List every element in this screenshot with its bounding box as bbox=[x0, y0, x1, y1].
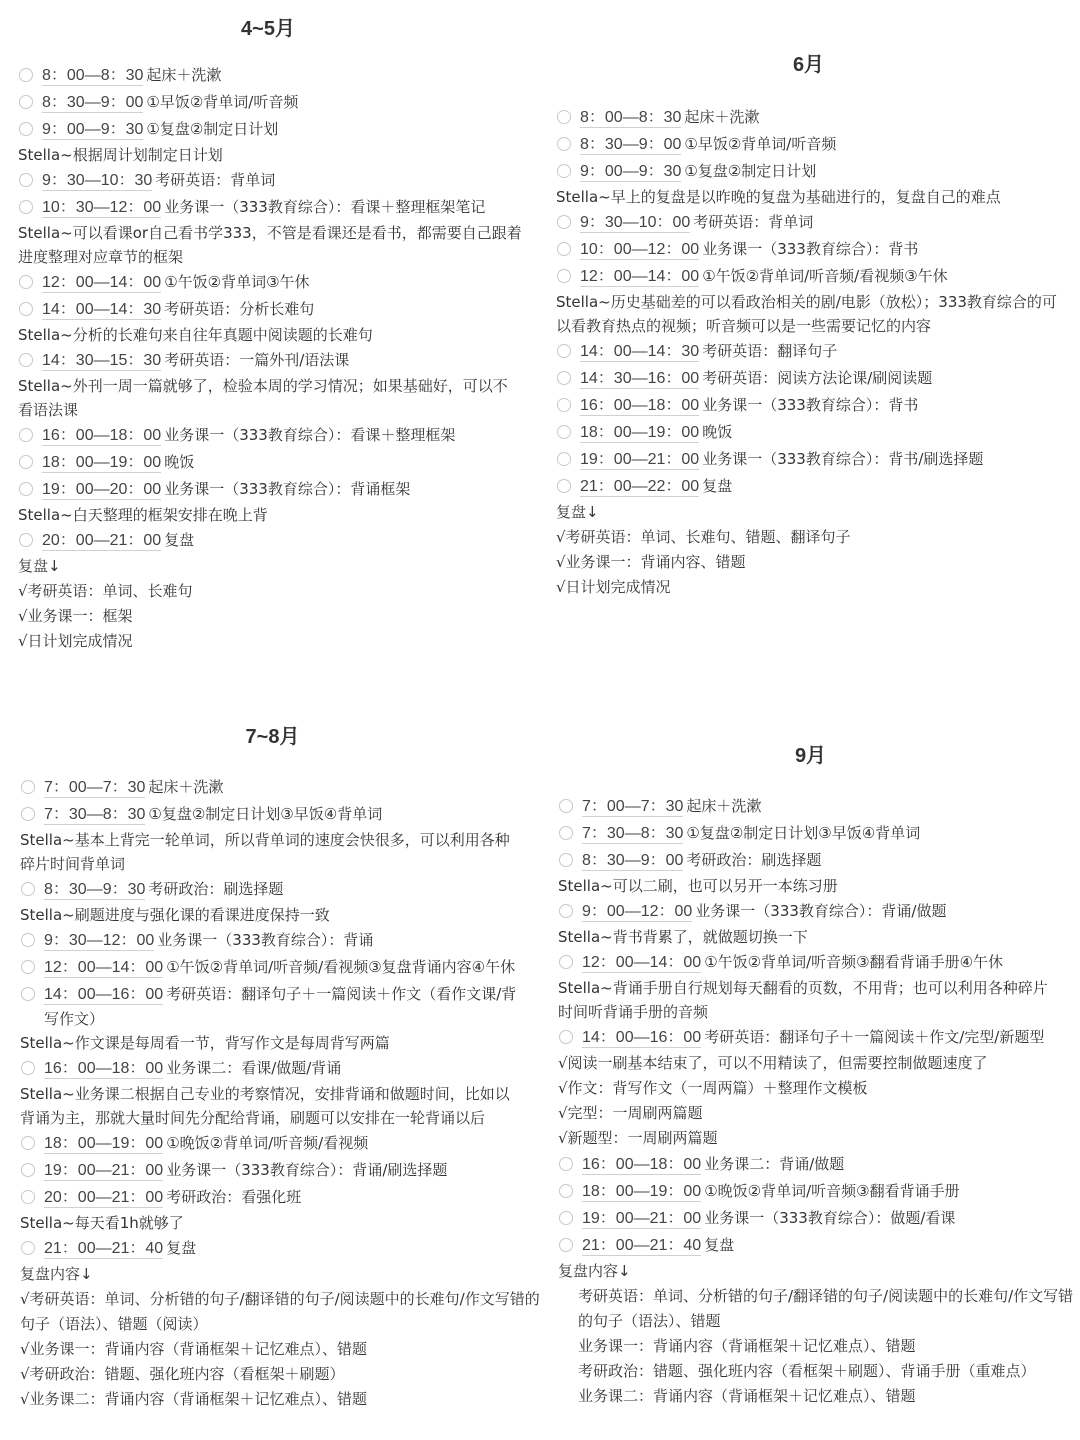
todo-item bbox=[556, 104, 1080, 131]
todo-item bbox=[18, 194, 540, 221]
time-range: 9：00—9：30 bbox=[42, 121, 144, 138]
todo-item bbox=[558, 1024, 1080, 1051]
todo-text: ①复盘②制定日计划③早饭④背单词 bbox=[148, 805, 383, 823]
todo-item bbox=[556, 419, 1080, 446]
tip-note: Stella~历史基础差的可以看政治相关的剧/电影（放松）；333教育综合的可以看教育热点的视频；听音频可以是一些需要记忆的内容 bbox=[556, 293, 1057, 335]
todo-content bbox=[44, 981, 540, 1031]
todo-text: 考研政治：看强化班 bbox=[166, 1188, 302, 1206]
todo-item bbox=[556, 446, 1080, 473]
time-range: 9：30—12：00 bbox=[44, 932, 155, 949]
todo-content bbox=[42, 527, 540, 553]
checkbox-circle-icon[interactable] bbox=[557, 425, 571, 439]
checkbox-circle-icon[interactable] bbox=[19, 95, 33, 109]
todo-text: 业务课一（333教育综合）：背书 bbox=[702, 396, 919, 414]
review-line: √日计划完成情况 bbox=[556, 578, 671, 596]
todo-text: ①晚饭②背单词/听音频③翻看背诵手册 bbox=[704, 1182, 960, 1200]
todo-content bbox=[42, 89, 540, 115]
review-line: 复盘↓ bbox=[556, 503, 599, 521]
time-range: 18：00—19：00 bbox=[582, 1183, 702, 1200]
todo-item bbox=[20, 774, 540, 801]
time-range: 19：00—21：00 bbox=[582, 1210, 702, 1227]
time-range: 19：00—21：00 bbox=[580, 451, 700, 468]
checkbox-circle-icon[interactable] bbox=[21, 960, 35, 974]
time-range: 18：00—19：00 bbox=[580, 424, 700, 441]
todo-content bbox=[44, 1184, 540, 1210]
checkbox-circle-icon[interactable] bbox=[21, 1136, 35, 1150]
time-range: 8：30—9：00 bbox=[580, 136, 682, 153]
todo-content bbox=[44, 1157, 540, 1183]
time-range: 14：00—16：00 bbox=[44, 986, 164, 1003]
time-range: 10：00—12：00 bbox=[580, 241, 700, 258]
todo-content bbox=[582, 820, 1080, 846]
todo-content bbox=[44, 954, 540, 980]
todo-text: 考研英语：一篇外刊/语法课 bbox=[164, 351, 350, 369]
todo-item bbox=[20, 1157, 540, 1184]
time-range: 7：00—7：30 bbox=[44, 779, 146, 796]
todo-text: ①午饭②背单词③午休 bbox=[164, 273, 310, 291]
checkbox-circle-icon[interactable] bbox=[21, 780, 35, 794]
todo-item bbox=[18, 476, 540, 503]
todo-text: 业务课二：背诵/做题 bbox=[704, 1155, 845, 1173]
review-line: 考研英语：单词、分析错的句子/翻译错的句子/阅读题中的长难句/作文写错的句子（语法）、错题 bbox=[578, 1287, 1074, 1330]
review-line: √完型：一周刷两篇题 bbox=[558, 1104, 703, 1122]
time-range: 18：00—19：00 bbox=[42, 454, 162, 471]
todo-text: ①复盘②制定日计划③早饭④背单词 bbox=[686, 824, 921, 842]
todo-content bbox=[582, 1178, 1080, 1204]
time-range: 12：00—14：00 bbox=[42, 274, 162, 291]
checkbox-circle-icon[interactable] bbox=[559, 904, 573, 918]
checkbox-circle-icon[interactable] bbox=[559, 1030, 573, 1044]
checkbox-circle-icon[interactable] bbox=[557, 371, 571, 385]
todo-text: 复盘 bbox=[164, 531, 195, 549]
todo-text: 业务课一（333教育综合）：背诵 bbox=[157, 931, 374, 949]
time-range: 8：30—9：00 bbox=[42, 94, 144, 111]
todo-item bbox=[558, 847, 1080, 874]
checkbox-circle-icon[interactable] bbox=[19, 122, 33, 136]
checkbox-circle-icon[interactable] bbox=[557, 164, 571, 178]
todo-item bbox=[18, 116, 540, 143]
todo-item bbox=[18, 269, 540, 296]
time-range: 14：00—14：30 bbox=[42, 301, 162, 318]
checkbox-circle-icon[interactable] bbox=[557, 242, 571, 256]
todo-text: 业务课一（333教育综合）：看课＋整理框架笔记 bbox=[164, 198, 486, 216]
section-title: 7~8月 bbox=[245, 726, 300, 748]
tip-note: Stella~刷题进度与强化课的看课进度保持一致 bbox=[20, 906, 330, 924]
time-range: 10：30—12：00 bbox=[42, 199, 162, 216]
time-range: 7：00—7：30 bbox=[582, 798, 684, 815]
todo-item bbox=[556, 365, 1080, 392]
section-september bbox=[540, 735, 1080, 1409]
review-line: √新题型：一周刷两篇题 bbox=[558, 1129, 718, 1147]
checkbox-circle-icon[interactable] bbox=[21, 1190, 35, 1204]
tip-note: Stella~外刊一周一篇就够了，检验本周的学习情况；如果基础好，可以不看语法课 bbox=[18, 377, 508, 419]
checkbox-circle-icon[interactable] bbox=[19, 68, 33, 82]
todo-text: 考研英语：翻译句子＋一篇阅读＋作文/完型/新题型 bbox=[704, 1028, 1045, 1046]
todo-item bbox=[556, 236, 1080, 263]
time-range: 8：00—8：30 bbox=[580, 109, 682, 126]
checkbox-circle-icon[interactable] bbox=[557, 452, 571, 466]
schedule-list bbox=[556, 104, 1080, 600]
review-line: 业务课二：背诵内容（背诵框架＋记忆难点）、错题 bbox=[578, 1387, 916, 1405]
todo-content bbox=[44, 1235, 540, 1261]
todo-content bbox=[582, 1232, 1080, 1258]
todo-text: 起床＋洗漱 bbox=[146, 66, 222, 84]
schedule-list bbox=[558, 793, 1080, 1409]
checkbox-circle-icon[interactable] bbox=[559, 1157, 573, 1171]
checkbox-circle-icon[interactable] bbox=[21, 1163, 35, 1177]
todo-item bbox=[20, 954, 540, 981]
todo-text: 业务课一（333教育综合）：背书 bbox=[702, 240, 919, 258]
todo-item bbox=[556, 131, 1080, 158]
time-range: 12：00—14：00 bbox=[44, 959, 164, 976]
todo-text: ①午饭②背单词/听音频③翻看背诵手册④午休 bbox=[704, 953, 1004, 971]
checkbox-circle-icon[interactable] bbox=[557, 344, 571, 358]
todo-content bbox=[580, 365, 1080, 391]
time-range: 14：30—16：00 bbox=[580, 370, 700, 387]
review-line: √日计划完成情况 bbox=[18, 632, 133, 650]
checkbox-circle-icon[interactable] bbox=[19, 173, 33, 187]
todo-text: ①午饭②背单词/听音频/看视频③复盘背诵内容④午休 bbox=[166, 958, 516, 976]
tip-note: Stella~作文课是每周看一节，背写作文是每周背写两篇 bbox=[20, 1034, 390, 1052]
checkbox-circle-icon[interactable] bbox=[21, 987, 35, 1001]
time-range: 7：30—8：30 bbox=[582, 825, 684, 842]
time-range: 16：00—18：00 bbox=[42, 427, 162, 444]
checkbox-circle-icon[interactable] bbox=[21, 882, 35, 896]
todo-item bbox=[556, 263, 1080, 290]
review-line: 复盘↓ bbox=[18, 557, 61, 575]
todo-content bbox=[42, 422, 540, 448]
review-line: √业务课一：背诵内容、错题 bbox=[556, 553, 746, 571]
checkbox-circle-icon[interactable] bbox=[19, 482, 33, 496]
todo-content bbox=[44, 927, 540, 953]
todo-content bbox=[582, 1151, 1080, 1177]
review-line: √业务课二：背诵内容（背诵框架＋记忆难点）、错题 bbox=[20, 1390, 368, 1408]
time-range: 7：30—8：30 bbox=[44, 806, 146, 823]
checkbox-circle-icon[interactable] bbox=[557, 398, 571, 412]
tip-note: Stella~基本上背完一轮单词，所以背单词的速度会快很多，可以利用各种碎片时间背单词 bbox=[20, 831, 510, 873]
time-range: 8：30—9：30 bbox=[44, 881, 146, 898]
time-range: 12：00—14：00 bbox=[582, 954, 702, 971]
checkbox-circle-icon[interactable] bbox=[19, 200, 33, 214]
time-range: 16：00—18：00 bbox=[580, 397, 700, 414]
todo-item bbox=[556, 392, 1080, 419]
todo-item bbox=[18, 347, 540, 374]
todo-content bbox=[582, 898, 1080, 924]
todo-content bbox=[42, 167, 540, 193]
time-range: 21：00—22：00 bbox=[580, 478, 700, 495]
todo-content bbox=[42, 347, 540, 373]
todo-text: 复盘 bbox=[166, 1239, 197, 1257]
review-line: √考研政治：错题、强化班内容（看框架＋刷题） bbox=[20, 1365, 345, 1383]
todo-text: 业务课一（333教育综合）：背书/刷选择题 bbox=[702, 450, 984, 468]
tip-note: Stella~早上的复盘是以昨晚的复盘为基础进行的，复盘自己的难点 bbox=[556, 188, 1001, 206]
todo-item bbox=[18, 296, 540, 323]
todo-content bbox=[42, 269, 540, 295]
todo-text: 考研英语：阅读方法论课/刷阅读题 bbox=[702, 369, 933, 387]
checkbox-circle-icon[interactable] bbox=[557, 269, 571, 283]
checkbox-circle-icon[interactable] bbox=[559, 1238, 573, 1252]
todo-content bbox=[42, 449, 540, 475]
todo-text: 业务课二：看课/做题/背诵 bbox=[166, 1059, 342, 1077]
todo-content bbox=[580, 392, 1080, 418]
time-range: 18：00—19：00 bbox=[44, 1135, 164, 1152]
time-range: 21：00—21：40 bbox=[44, 1240, 164, 1257]
todo-text: 业务课一（333教育综合）：背诵/做题 bbox=[695, 902, 947, 920]
todo-item bbox=[558, 1205, 1080, 1232]
todo-content bbox=[582, 847, 1080, 873]
todo-item bbox=[20, 1184, 540, 1211]
todo-content bbox=[42, 296, 540, 322]
todo-item bbox=[558, 793, 1080, 820]
tip-note: Stella~背书背累了，就做题切换一下 bbox=[558, 928, 808, 946]
todo-content bbox=[44, 876, 540, 902]
todo-item bbox=[20, 801, 540, 828]
todo-item bbox=[20, 981, 540, 1031]
todo-item bbox=[20, 876, 540, 903]
todo-item bbox=[558, 1178, 1080, 1205]
todo-content bbox=[580, 131, 1080, 157]
checkbox-circle-icon[interactable] bbox=[559, 826, 573, 840]
section-title: 9月 bbox=[794, 745, 827, 767]
todo-content bbox=[42, 116, 540, 142]
time-range: 19：00—20：00 bbox=[42, 481, 162, 498]
time-range: 21：00—21：40 bbox=[582, 1237, 702, 1254]
todo-item bbox=[18, 167, 540, 194]
time-range: 8：30—9：00 bbox=[582, 852, 684, 869]
todo-content bbox=[582, 793, 1080, 819]
todo-text: ①早饭②背单词/听音频 bbox=[684, 135, 837, 153]
todo-content bbox=[44, 1055, 540, 1081]
tip-note: Stella~业务课二根据自己专业的考察情况，安排背诵和做题时间，比如以背诵为主，那就大量时间先分配给背诵，刷题可以安排在一轮背诵以后 bbox=[20, 1085, 510, 1127]
time-range: 14：00—14：30 bbox=[580, 343, 700, 360]
todo-item bbox=[18, 422, 540, 449]
todo-content bbox=[44, 774, 540, 800]
todo-content bbox=[582, 949, 1080, 975]
review-line: 考研政治：错题、强化班内容（看框架＋刷题）、背诵手册（重难点） bbox=[578, 1362, 1036, 1380]
time-range: 20：00—21：00 bbox=[42, 532, 162, 549]
todo-text: ①复盘②制定日计划 bbox=[146, 120, 279, 138]
todo-content bbox=[580, 209, 1080, 235]
todo-item bbox=[556, 158, 1080, 185]
review-line: √考研英语：单词、长难句、错题、翻译句子 bbox=[556, 528, 851, 546]
todo-item bbox=[18, 89, 540, 116]
todo-text: 业务课一（333教育综合）：做题/看课 bbox=[704, 1209, 956, 1227]
todo-content bbox=[580, 338, 1080, 364]
todo-item bbox=[558, 820, 1080, 847]
checkbox-circle-icon[interactable] bbox=[559, 799, 573, 813]
todo-text: 复盘 bbox=[704, 1236, 735, 1254]
review-line: 复盘内容↓ bbox=[20, 1265, 93, 1283]
todo-text: ①晚饭②背单词/听音频/看视频 bbox=[166, 1134, 369, 1152]
todo-content bbox=[580, 104, 1080, 130]
todo-item bbox=[558, 898, 1080, 925]
todo-content bbox=[580, 158, 1080, 184]
review-line: 业务课一：背诵内容（背诵框架＋记忆难点）、错题 bbox=[578, 1337, 916, 1355]
tip-note: Stella~可以看课or自己看书学333，不管是看课还是看书，都需要自己跟着进度整理对应章节的框架 bbox=[18, 224, 522, 266]
todo-item bbox=[558, 1232, 1080, 1259]
tip-note: Stella~根据周计划制定日计划 bbox=[18, 146, 223, 164]
todo-item bbox=[556, 209, 1080, 236]
todo-content bbox=[580, 446, 1080, 472]
schedule-list bbox=[20, 774, 540, 1412]
time-range: 9：00—12：00 bbox=[582, 903, 693, 920]
todo-content bbox=[582, 1024, 1080, 1050]
todo-content bbox=[42, 476, 540, 502]
time-range: 8：00—8：30 bbox=[42, 67, 144, 84]
review-line: 复盘内容↓ bbox=[558, 1262, 631, 1280]
checkbox-circle-icon[interactable] bbox=[557, 479, 571, 493]
todo-item bbox=[558, 949, 1080, 976]
tip-note: Stella~背诵手册自行规划每天翻看的页数，不用背；也可以利用各种碎片时间听背诵手册的音频 bbox=[558, 979, 1048, 1021]
todo-item bbox=[558, 1151, 1080, 1178]
todo-item bbox=[20, 1235, 540, 1262]
checkbox-circle-icon[interactable] bbox=[19, 302, 33, 316]
todo-text: ①复盘②制定日计划 bbox=[684, 162, 817, 180]
checkbox-circle-icon[interactable] bbox=[19, 275, 33, 289]
section-jul-aug bbox=[0, 710, 540, 1412]
todo-item bbox=[18, 62, 540, 89]
todo-text: 晚饭 bbox=[702, 423, 733, 441]
todo-text: 业务课一（333教育综合）：背诵框架 bbox=[164, 480, 411, 498]
checkbox-circle-icon[interactable] bbox=[19, 533, 33, 547]
checkbox-circle-icon[interactable] bbox=[19, 428, 33, 442]
todo-content bbox=[42, 194, 540, 220]
todo-text: 考研英语：翻译句子＋一篇阅读＋作文（看作文课/背写作文） bbox=[44, 985, 517, 1028]
todo-content bbox=[580, 236, 1080, 262]
checkbox-circle-icon[interactable] bbox=[21, 933, 35, 947]
checkbox-circle-icon[interactable] bbox=[559, 853, 573, 867]
checkbox-circle-icon[interactable] bbox=[559, 1211, 573, 1225]
todo-content bbox=[580, 419, 1080, 445]
checkbox-circle-icon[interactable] bbox=[19, 455, 33, 469]
checkbox-circle-icon[interactable] bbox=[557, 137, 571, 151]
todo-content bbox=[44, 1130, 540, 1156]
todo-content bbox=[580, 473, 1080, 499]
tip-note: Stella~白天整理的框架安排在晚上背 bbox=[18, 506, 268, 524]
review-line: √作文：背写作文（一周两篇）＋整理作文模板 bbox=[558, 1079, 868, 1097]
todo-text: 晚饭 bbox=[164, 453, 195, 471]
time-range: 16：00—18：00 bbox=[44, 1060, 164, 1077]
todo-text: 考研英语：翻译句子 bbox=[702, 342, 838, 360]
todo-text: 考研政治：刷选择题 bbox=[686, 851, 822, 869]
todo-item bbox=[18, 527, 540, 554]
time-range: 16：00—18：00 bbox=[582, 1156, 702, 1173]
todo-text: 业务课一（333教育综合）：看课＋整理框架 bbox=[164, 426, 456, 444]
time-range: 14：30—15：30 bbox=[42, 352, 162, 369]
todo-item bbox=[556, 338, 1080, 365]
time-range: 9：30—10：00 bbox=[580, 214, 691, 231]
section-title: 6月 bbox=[792, 54, 825, 76]
review-line: √阅读一刷基本结束了，可以不用精读了，但需要控制做题速度了 bbox=[558, 1054, 988, 1072]
todo-text: 起床＋洗漱 bbox=[148, 778, 224, 796]
tip-note: Stella~每天看1h就够了 bbox=[20, 1214, 184, 1232]
checkbox-circle-icon[interactable] bbox=[557, 110, 571, 124]
section-title: 4~5月 bbox=[241, 18, 295, 40]
checkbox-circle-icon[interactable] bbox=[559, 955, 573, 969]
time-range: 12：00—14：00 bbox=[580, 268, 700, 285]
checkbox-circle-icon[interactable] bbox=[19, 353, 33, 367]
todo-text: ①早饭②背单词/听音频 bbox=[146, 93, 299, 111]
tip-note: Stella~可以二刷，也可以另开一本练习册 bbox=[558, 877, 838, 895]
todo-text: 考研英语：背单词 bbox=[155, 171, 276, 189]
time-range: 19：00—21：00 bbox=[44, 1162, 164, 1179]
review-line: √业务课一：框架 bbox=[18, 607, 133, 625]
checkbox-circle-icon[interactable] bbox=[21, 1061, 35, 1075]
checkbox-circle-icon[interactable] bbox=[21, 1241, 35, 1255]
todo-item bbox=[18, 449, 540, 476]
checkbox-circle-icon[interactable] bbox=[21, 807, 35, 821]
section-june bbox=[540, 0, 1080, 600]
todo-content bbox=[580, 263, 1080, 289]
todo-text: ①午饭②背单词/听音频/看视频③午休 bbox=[702, 267, 948, 285]
checkbox-circle-icon[interactable] bbox=[559, 1184, 573, 1198]
tip-note: Stella~分析的长难句来自往年真题中阅读题的长难句 bbox=[18, 326, 373, 344]
review-line: √考研英语：单词、分析错的句子/翻译错的句子/阅读题中的长难句/作文写错的句子（语法）、错题（阅读） bbox=[20, 1290, 540, 1333]
todo-content bbox=[44, 801, 540, 827]
todo-item bbox=[20, 1055, 540, 1082]
todo-text: 复盘 bbox=[702, 477, 733, 495]
todo-item bbox=[20, 927, 540, 954]
section-apr-may bbox=[0, 0, 540, 654]
todo-item bbox=[20, 1130, 540, 1157]
time-range: 9：00—9：30 bbox=[580, 163, 682, 180]
todo-text: 起床＋洗漱 bbox=[684, 108, 760, 126]
todo-text: 考研英语：背单词 bbox=[693, 213, 814, 231]
todo-text: 考研政治：刷选择题 bbox=[148, 880, 284, 898]
todo-content bbox=[582, 1205, 1080, 1231]
review-line: √业务课一：背诵内容（背诵框架＋记忆难点）、错题 bbox=[20, 1340, 368, 1358]
todo-content bbox=[42, 62, 540, 88]
todo-item bbox=[556, 473, 1080, 500]
time-range: 14：00—16：00 bbox=[582, 1029, 702, 1046]
todo-text: 考研英语：分析长难句 bbox=[164, 300, 315, 318]
time-range: 9：30—10：30 bbox=[42, 172, 153, 189]
todo-text: 起床＋洗漱 bbox=[686, 797, 762, 815]
schedule-list bbox=[18, 62, 540, 654]
review-line: √考研英语：单词、长难句 bbox=[18, 582, 193, 600]
checkbox-circle-icon[interactable] bbox=[557, 215, 571, 229]
todo-text: 业务课一（333教育综合）：背诵/刷选择题 bbox=[166, 1161, 448, 1179]
time-range: 20：00—21：00 bbox=[44, 1189, 164, 1206]
